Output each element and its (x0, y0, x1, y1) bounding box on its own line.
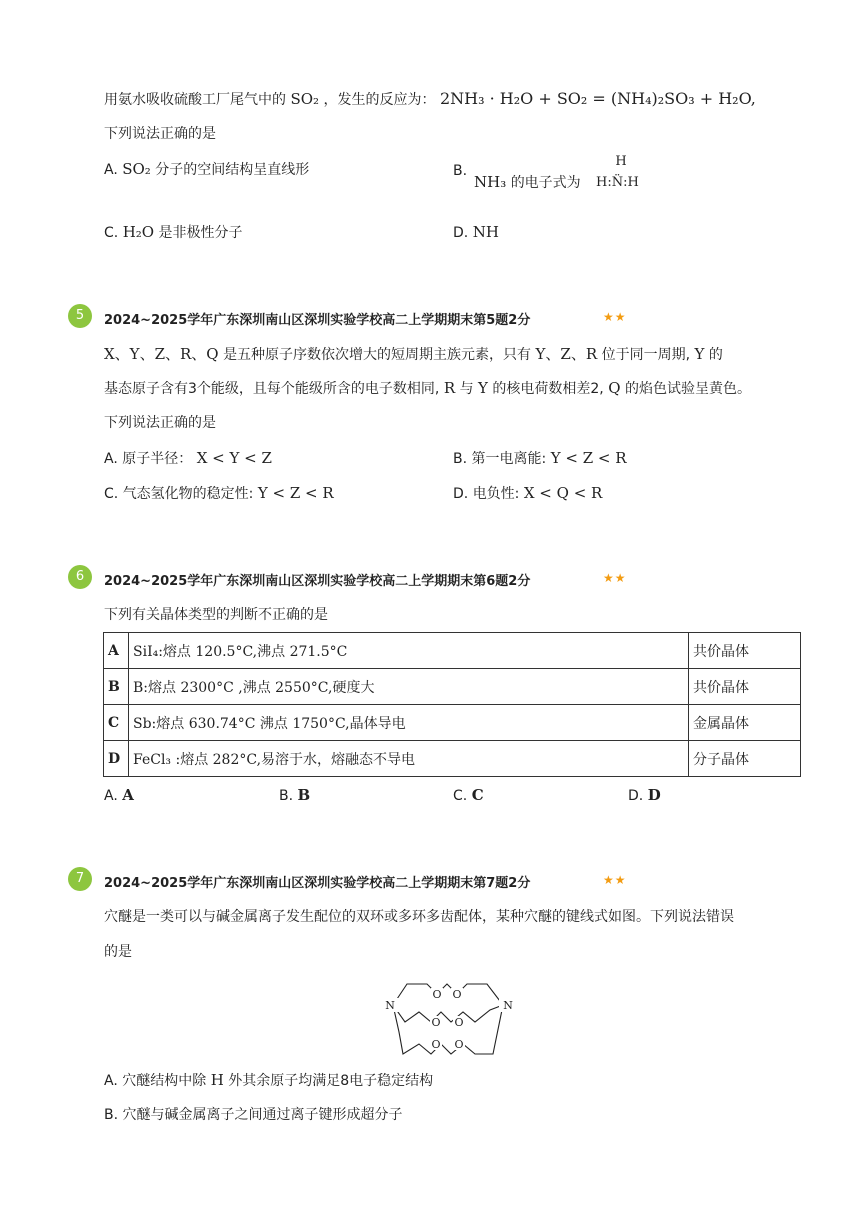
question-number-badge: 5 (68, 304, 92, 328)
option-label: A. (104, 451, 118, 467)
cryptand-structure-diagram (375, 972, 525, 1062)
text: 的核电荷数相差2, (492, 381, 604, 397)
option-label: A. (104, 1073, 118, 1089)
q4-stem-line1 (104, 89, 756, 110)
q5-option-c[interactable] (104, 483, 334, 504)
question-header: 2024~2025学年广东深圳南山区深圳实验学校高二上学期期末第7题2分 (104, 876, 531, 891)
text: 基态原子含有3个能级，且每个能级所含的电子数相同, (104, 381, 440, 397)
math: Q (608, 379, 621, 397)
nitrogen-atom-left: N (385, 999, 395, 1012)
option-formula: X < Y < Z (196, 449, 272, 467)
table-row (104, 705, 801, 741)
row-letter: C (104, 705, 129, 741)
math: Y、Z、R (535, 345, 598, 363)
question-header: 2024~2025学年广东深圳南山区深圳实验学校高二上学期期末第5题2分 (104, 313, 531, 328)
q4-equation: 2NH₃ · H₂O + SO₂ = (NH₄)₂SO₃ + H₂O, (439, 89, 756, 108)
question-number-badge: 6 (68, 565, 92, 589)
math: Y (694, 345, 705, 363)
q4-stem-text: 用氨水吸收硫酸工厂尾气中的 (104, 92, 286, 108)
option-text: 穴醚结构中除 (122, 1073, 207, 1089)
oxygen-atom: O (454, 1038, 464, 1051)
oxygen-atom: O (431, 1016, 441, 1029)
option-text: 第一电离能: (471, 451, 547, 467)
q4-option-d[interactable] (453, 222, 499, 243)
q4-option-c[interactable] (104, 222, 243, 243)
question-header: 2024~2025学年广东深圳南山区深圳实验学校高二上学期期末第6题2分 (104, 574, 531, 589)
q4-stem-line2: 下列说法正确的是 (104, 126, 216, 142)
option-label: A. (104, 788, 118, 804)
option-label: B. (104, 1107, 119, 1123)
oxygen-atom: O (454, 1016, 464, 1029)
question-number-badge: 7 (68, 867, 92, 891)
option-text: 分子的空间结构呈直线形 (155, 162, 310, 178)
q6-stem: 下列有关晶体类型的判断不正确的是 (104, 607, 328, 623)
row-desc: SiI₄:熔点 120.5°C,沸点 271.5°C (129, 633, 689, 669)
option-formula: Y < Z < R (550, 449, 627, 467)
text: 的 (708, 347, 723, 363)
q6-option-d[interactable] (628, 785, 661, 806)
option-formula: Y < Z < R (257, 484, 334, 502)
oxygen-atom: O (432, 988, 442, 1001)
row-letter: A (104, 633, 129, 669)
row-type: 分子晶体 (689, 741, 801, 777)
row-letter: D (104, 741, 129, 777)
option-formula: B (297, 786, 311, 804)
option-text: 气态氢化物的稳定性: (122, 486, 254, 502)
option-label: B. (279, 788, 294, 804)
difficulty-stars: ★★ (603, 571, 627, 585)
q5-stem-line1 (104, 344, 723, 365)
option-formula: NH (472, 223, 499, 241)
q5-option-a[interactable] (104, 448, 272, 469)
oxygen-atom: O (431, 1038, 441, 1051)
row-type: 金属晶体 (689, 705, 801, 741)
option-formula: SO₂ (122, 160, 151, 178)
q6-option-b[interactable] (279, 785, 310, 806)
option-text: 穴醚与碱金属离子之间通过离子键形成超分子 (122, 1107, 403, 1123)
option-text: 是非极性分子 (158, 225, 243, 241)
q7-stem-line1: 穴醚是一类可以与碱金属离子发生配位的双环或多环多齿配体，某种穴醚的键线式如图。下列说法错误 (104, 909, 734, 925)
q5-stem-line2 (104, 378, 751, 399)
math: X、Y、Z、R、Q (104, 345, 219, 363)
table-row (104, 741, 801, 777)
text: 位于同一周期, (601, 347, 691, 363)
table-row (104, 633, 801, 669)
q4-option-b[interactable] (453, 161, 467, 181)
option-formula: C (471, 786, 484, 804)
option-text: 的电子式为 (510, 175, 581, 191)
q5-option-d[interactable] (453, 483, 602, 504)
q5-option-b[interactable] (453, 448, 627, 469)
option-label: B. (453, 451, 468, 467)
option-formula: X < Q < R (523, 484, 603, 502)
option-label: D. (453, 225, 469, 241)
q4-stem-text: ，发生的反应为： (323, 92, 436, 108)
difficulty-stars: ★★ (603, 873, 627, 887)
q5-stem-line3: 下列说法正确的是 (104, 415, 216, 431)
q4-option-b-body (474, 172, 581, 193)
difficulty-stars: ★★ (603, 310, 627, 324)
option-text: 电负性: (472, 486, 520, 502)
text: 是五种原子序数依次增大的短周期主族元素，只有 (223, 347, 532, 363)
option-formula: H (210, 1071, 224, 1089)
q4-option-a[interactable] (104, 159, 309, 180)
option-label: C. (104, 486, 119, 502)
nitrogen-atom-right: N (503, 999, 513, 1012)
crystal-table (103, 632, 801, 777)
row-type: 共价晶体 (689, 669, 801, 705)
option-label: B. (453, 163, 468, 179)
electron-dot-h-top: H (615, 154, 627, 169)
oxygen-atom: O (452, 988, 462, 1001)
row-desc: Sb:熔点 630.74°C 沸点 1750°C,晶体导电 (129, 705, 689, 741)
table-row (104, 669, 801, 705)
q6-option-c[interactable] (453, 785, 484, 806)
q7-option-b[interactable] (104, 1105, 403, 1125)
row-letter: B (104, 669, 129, 705)
math: Y (478, 379, 488, 397)
option-text: 原子半径： (122, 451, 193, 467)
option-label: D. (628, 788, 644, 804)
q7-stem-line2: 的是 (104, 944, 132, 960)
q6-option-a[interactable] (104, 785, 134, 806)
row-desc: FeCl₃ :熔点 282°C,易溶于水，熔融态不导电 (129, 741, 689, 777)
option-formula: A (122, 786, 134, 804)
option-label: C. (453, 788, 468, 804)
row-desc: B:熔点 2300°C ,沸点 2550°C,硬度大 (129, 669, 689, 705)
option-label: C. (104, 225, 119, 241)
electron-dot-formula: H:N̈:H (596, 175, 639, 190)
text: 与 (459, 381, 474, 397)
option-text: 外其余原子均满足8电子稳定结构 (228, 1073, 434, 1089)
text: 的焰色试验呈黄色。 (624, 381, 751, 397)
row-type: 共价晶体 (689, 633, 801, 669)
math: R (443, 379, 456, 397)
q4-stem-formula: SO₂ (290, 90, 320, 108)
option-formula: D (647, 786, 661, 804)
option-label: A. (104, 162, 118, 178)
q7-option-a[interactable] (104, 1070, 433, 1091)
option-label: D. (453, 486, 469, 502)
option-formula: NH₃ (474, 173, 507, 191)
option-formula: H₂O (122, 223, 155, 241)
